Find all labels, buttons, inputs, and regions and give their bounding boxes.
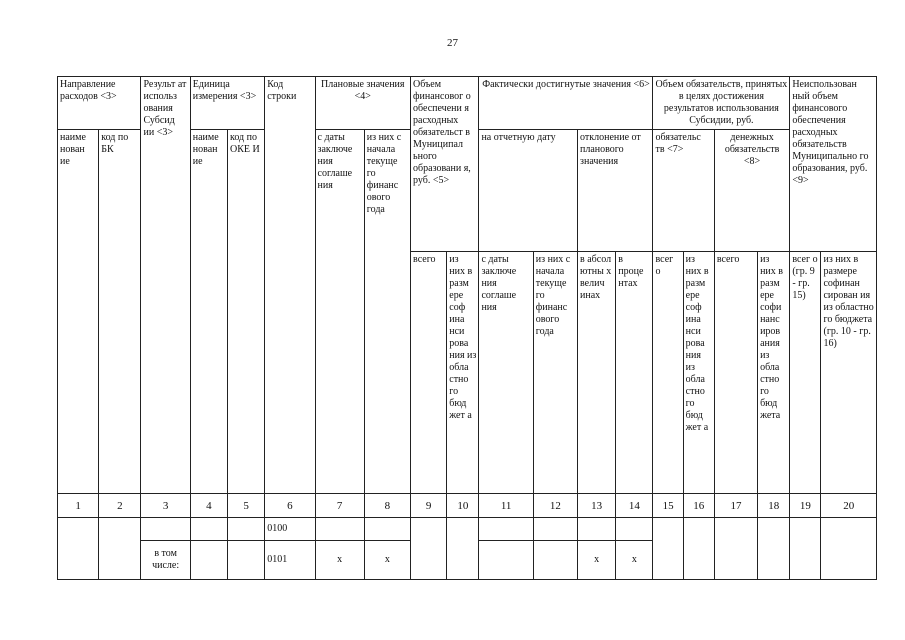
header-unit-name: наиме нован ие — [190, 130, 227, 494]
column-numbers-row — [58, 494, 877, 518]
column-number: 9 — [411, 494, 447, 518]
header-deviation-pct: в проце нтах — [616, 252, 653, 494]
header-actual-report-date: на отчетную дату — [479, 130, 578, 252]
header-obligations-money: денежных обязательств <8> — [714, 130, 789, 252]
column-number: 16 — [683, 494, 714, 518]
cell-empty — [533, 541, 577, 580]
header-obligations: Объем обязательств, принятых в целях достижения результатов использования Субсидии, руб. — [653, 77, 790, 130]
header-actual: Фактически достигнутые значения <6> — [479, 77, 653, 130]
cell-empty — [653, 518, 683, 580]
column-number: 18 — [758, 494, 790, 518]
cell-empty — [190, 541, 227, 580]
header-obligations-cofin: из них в разм ере соф ина нси рова ния из обла стно го бюд жет а — [683, 252, 714, 494]
cell-empty — [58, 518, 99, 580]
column-number: 6 — [265, 494, 315, 518]
column-number: 13 — [578, 494, 616, 518]
cell-empty — [479, 541, 533, 580]
cell-empty — [190, 518, 227, 541]
header-deviation-abs: в абсол ютны х велич инах — [578, 252, 616, 494]
column-number: 11 — [479, 494, 533, 518]
header-actual-year: из них с начала текуще го финанс ового года — [533, 252, 577, 494]
header-line-code: Код строки — [265, 77, 315, 494]
column-number: 12 — [533, 494, 577, 518]
cell-empty — [683, 518, 714, 580]
header-direction-name: наиме нован ие — [58, 130, 99, 494]
header-obligations-total: всег о — [653, 252, 683, 494]
header-financing: Объем финансовог о обеспечени я расходных обязательст в Муниципал ьного образовани я, руб. <5> — [411, 77, 479, 252]
cell-empty — [315, 518, 364, 541]
cell-empty — [714, 518, 757, 580]
column-number: 8 — [364, 494, 410, 518]
header-obligations-taken: обязательс тв <7> — [653, 130, 714, 252]
column-number: 5 — [227, 494, 264, 518]
header-unused: Неиспользован ный объем финансового обеспечения расходных обязательств Муниципально го образования, руб. <9> — [790, 77, 877, 252]
cell-empty — [227, 541, 264, 580]
cell-empty — [479, 518, 533, 541]
column-number: 2 — [99, 494, 141, 518]
cell-empty — [227, 518, 264, 541]
header-money-cofin: из них в разм ере софи нанс иров ания из обла стно го бюд жета — [758, 252, 790, 494]
page-number: 27 — [447, 37, 458, 49]
column-number: 4 — [190, 494, 227, 518]
header-direction-code: код по БК — [99, 130, 141, 494]
table-row — [58, 518, 877, 541]
header-financing-total: всего — [411, 252, 447, 494]
header-planned: Плановые значения <4> — [315, 77, 411, 130]
header-actual-deviation: отклонение от планового значения — [578, 130, 653, 252]
column-number: 20 — [821, 494, 877, 518]
cell-empty — [447, 518, 479, 580]
cell-empty — [411, 518, 447, 580]
cell-x-mark: х — [578, 541, 616, 580]
row-result-including: в том числе: — [141, 541, 190, 580]
column-number: 19 — [790, 494, 821, 518]
column-number: 3 — [141, 494, 190, 518]
cell-empty — [758, 518, 790, 580]
cell-empty — [790, 518, 821, 580]
cell-empty — [141, 518, 190, 541]
column-number: 7 — [315, 494, 364, 518]
header-planned-year: из них с начала текуще го финанс ового года — [364, 130, 410, 494]
column-number: 15 — [653, 494, 683, 518]
header-result: Результ ат использ ования Субсид ии <3> — [141, 77, 190, 494]
header-unit-code: код по ОКЕ И — [227, 130, 264, 494]
header-unit: Единица измерения <3> — [190, 77, 264, 130]
cell-x-mark: х — [315, 541, 364, 580]
cell-empty — [533, 518, 577, 541]
report-table — [57, 76, 877, 580]
header-unused-total: всег о (гр. 9 - гр. 15) — [790, 252, 821, 494]
cell-empty — [99, 518, 141, 580]
column-number: 1 — [58, 494, 99, 518]
column-number: 10 — [447, 494, 479, 518]
row-code-0100: 0100 — [265, 518, 315, 541]
cell-empty — [364, 518, 410, 541]
column-number: 17 — [714, 494, 757, 518]
cell-x-mark: х — [364, 541, 410, 580]
column-number: 14 — [616, 494, 653, 518]
cell-empty — [578, 518, 616, 541]
header-direction: Направление расходов <3> — [58, 77, 141, 130]
header-money-total: всего — [714, 252, 757, 494]
cell-x-mark: х — [616, 541, 653, 580]
header-financing-cofin: из них в разм ере соф ина нси рова ния из обла стно го бюд жет а — [447, 252, 479, 494]
header-unused-cofin: из них в размере софинан сирован ия из областно го бюджета (гр. 10 - гр. 16) — [821, 252, 877, 494]
cell-empty — [616, 518, 653, 541]
header-planned-agreement: с даты заключе ния соглаше ния — [315, 130, 364, 494]
cell-empty — [821, 518, 877, 580]
row-code-0101: 0101 — [265, 541, 315, 580]
header-actual-agreement: с даты заключе ния соглаше ния — [479, 252, 533, 494]
